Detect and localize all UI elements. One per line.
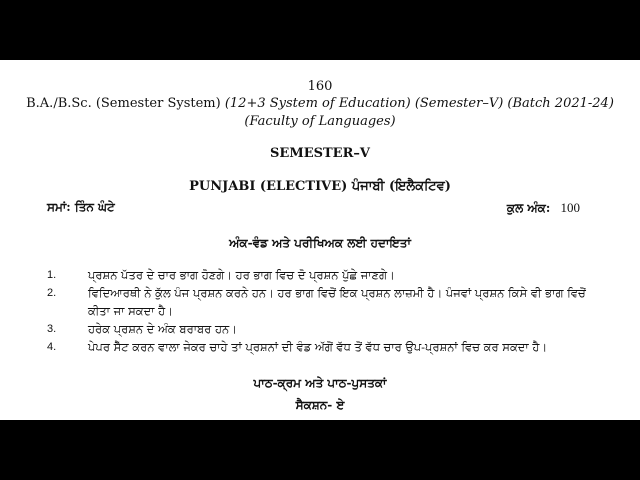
instructions-list: [47, 266, 607, 356]
instruction-item: [47, 266, 607, 284]
total-marks-value: 100: [560, 200, 580, 215]
instruction-item: [47, 338, 607, 356]
syllabus-heading: ਪਾਠ-ਕ੍ਰਮ ਅਤੇ ਪਾਠ-ਪੁਸਤਕਾਂ: [253, 376, 387, 390]
document-page: [0, 60, 640, 420]
instruction-item: [47, 320, 607, 338]
instructions-heading: ਅੰਕ-ਵੰਡ ਅਤੇ ਪਰੀਖਿਅਕ ਲਈ ਹਦਾਇਤਾਂ: [229, 236, 411, 250]
program-name: B.A./B.Sc. (Semester System): [26, 96, 221, 111]
instruction-number: 2.: [47, 287, 57, 299]
section-heading: ਸੈਕਸ਼ਨ- ਏ: [295, 398, 345, 412]
instruction-number: 4.: [47, 341, 57, 353]
instruction-number: 1.: [47, 269, 57, 281]
faculty-name: (Faculty of Languages): [244, 114, 396, 129]
total-marks-label: ਕੁਲ ਅੰਕ:: [506, 201, 551, 215]
total-marks: [507, 200, 580, 216]
instruction-text: ਹਰੇਕ ਪ੍ਰਸ਼ਨ ਦੇ ਅੰਕ ਬਰਾਬਰ ਹਨ।: [88, 322, 237, 336]
education-system: (12+3 System of Education) (Semester–V) (Batch 2021-24): [224, 96, 614, 111]
instruction-text: ਪੇਪਰ ਸੈੱਟ ਕਰਨ ਵਾਲਾ ਜੇਕਰ ਚਾਹੇ ਤਾਂ ਪ੍ਰਸ਼ਨਾਂ ਦੀ ਵੰਡ ਅੱਗੋਂ ਵੱਧ ਤੋਂ ਵੱਧ ਚਾਰ ਉਪ-ਪ੍ਰਸ਼ਨਾਂ ਵਿਚ ਕਰ ਸਕਦਾ ਹੈ।: [88, 340, 548, 354]
subject-title: PUNJABI (ELECTIVE) ਪੰਜਾਬੀ (ਇਲੈਕਟਿਵ): [189, 179, 451, 194]
instruction-number: 3.: [47, 323, 57, 335]
instruction-text: ਵਿਦਿਆਰਥੀ ਨੇ ਕੁੱਲ ਪੰਜ ਪ੍ਰਸ਼ਨ ਕਰਨੇ ਹਨ। ਹਰ ਭਾਗ ਵਿਚੋਂ ਇਕ ਪ੍ਰਸ਼ਨ ਲਾਜ਼ਮੀ ਹੈ। ਪੰਜਵਾਂ ਪ੍ਰਸ਼ਨ ਕਿਸੇ ਵੀ ਭਾਗ ਵਿਚੋਂ ਕੀਤਾ ਜਾ ਸਕਦਾ ਹੈ।: [88, 286, 586, 318]
semester-title: SEMESTER–V: [270, 146, 370, 161]
instruction-item: [47, 284, 607, 320]
course-header: [0, 96, 640, 111]
exam-time: ਸਮਾਂ: ਤਿੰਨ ਘੰਟੇ: [47, 200, 115, 214]
page-number: 160: [307, 79, 333, 94]
instruction-text: ਪ੍ਰਸ਼ਨ ਪੱਤਰ ਦੇ ਚਾਰ ਭਾਗ ਹੋਣਗੇ। ਹਰ ਭਾਗ ਵਿਚ ਦੋ ਪ੍ਰਸ਼ਨ ਪੁੱਛੇ ਜਾਣਗੇ।: [88, 268, 395, 282]
